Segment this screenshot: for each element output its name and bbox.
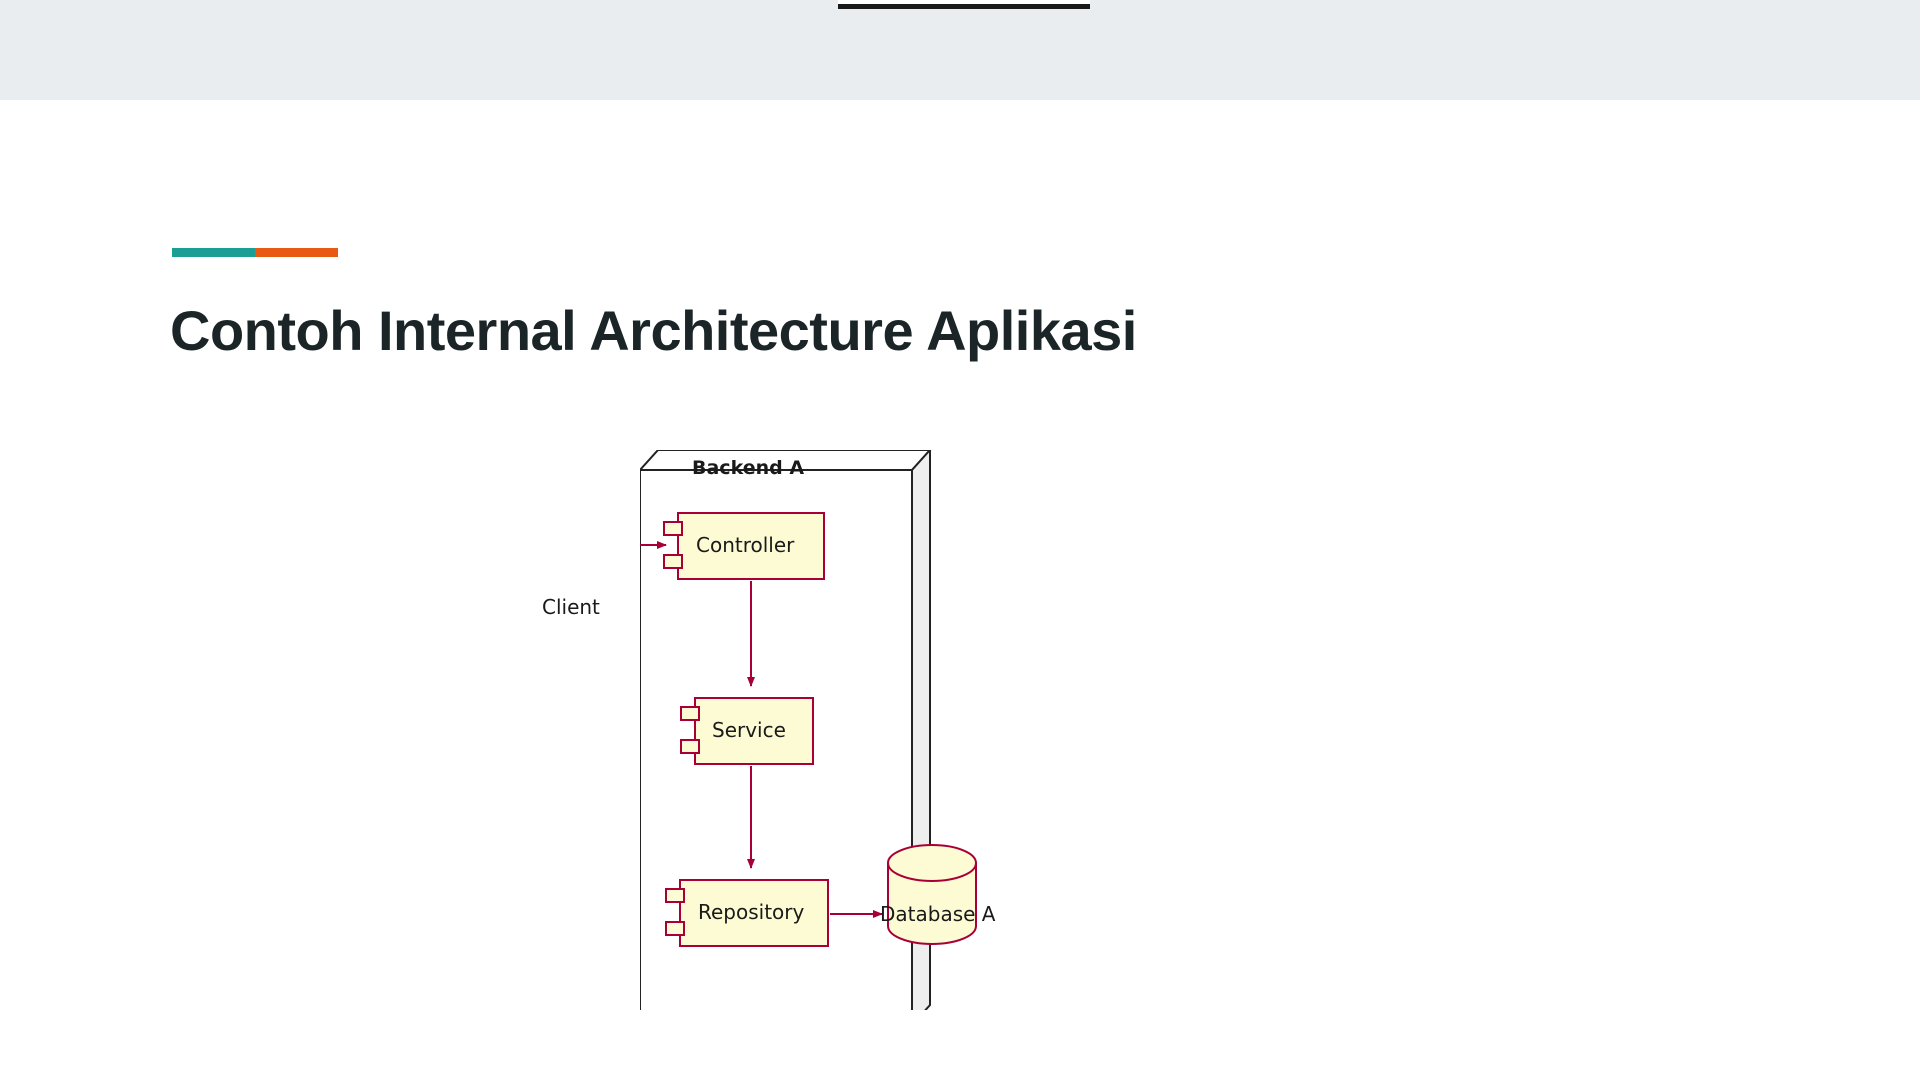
top-band [0, 0, 1920, 100]
uml-component-diagram [542, 450, 1280, 1010]
actor-label-client: Client [542, 595, 600, 619]
component-label-controller: Controller [696, 533, 795, 557]
title-accent-bars [172, 248, 338, 257]
package-label-backend-a: Backend A [692, 457, 805, 479]
accent-bar-orange [255, 248, 338, 257]
page-title: Contoh Internal Architecture Aplikasi [170, 299, 1137, 362]
accent-bar-teal [172, 248, 255, 257]
component-label-service: Service [712, 718, 786, 742]
component-label-repository: Repository [698, 900, 805, 924]
top-tab-marker [838, 0, 1090, 9]
database-a-cylinder [888, 845, 976, 944]
database-label: Database A [880, 902, 996, 926]
